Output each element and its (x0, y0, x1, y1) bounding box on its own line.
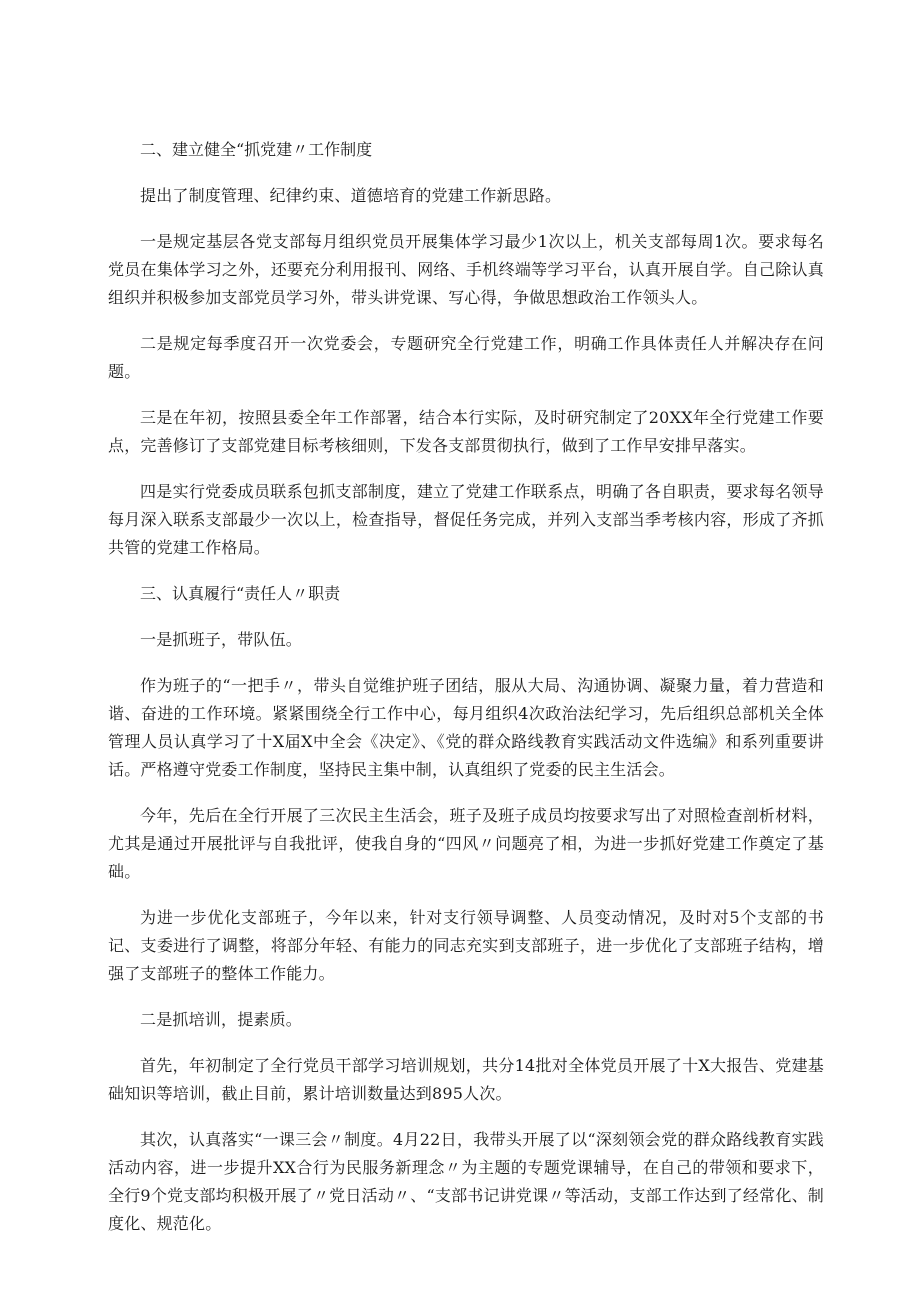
paragraph: 为进一步优化支部班子，今年以来，针对支行领导调整、人员变动情况，及时对5个支部的书记、支委进行了调整，将部分年轻、有能力的同志充实到支部班子，进一步优化了支部班子结构，增强了支部班子的整体工作能力。 (108, 908, 824, 983)
paragraph: 一是抓班子，带队伍。 (140, 630, 303, 649)
paragraph: 二是抓培训，提素质。 (140, 1010, 303, 1029)
paragraph: 作为班子的“一把手〃，带头自觉维护班子团结，服从大局、沟通协调、凝聚力量，着力营造和谐、奋进的工作环境。紧紧围绕全行工作中心，每月组织4次政治法纪学习，先后组织总部机关全体管理人员认真学习了十X届X中全会《决定》、《党的群众路线教育实践活动文件选编》和系列重要讲话。严格遵守党委工作制度，坚持民主集中制，认真组织了党委的民主生活会。 (108, 676, 824, 779)
section-heading-3: 三、认真履行“责任人〃职责 (140, 584, 341, 603)
paragraph: 三是在年初，按照县委全年工作部署，结合本行实际，及时研究制定了20XX年全行党建工作要点，完善修订了支部党建目标考核细则，下发各支部贯彻执行，做到了工作早安排早落实。 (108, 408, 824, 455)
paragraph: 提出了制度管理、纪律约束、道德培育的党建工作新思路。 (140, 186, 562, 205)
paragraph: 二是规定每季度召开一次党委会，专题研究全行党建工作，明确工作具体责任人并解决存在问题。 (108, 334, 824, 381)
paragraph: 一是规定基层各党支部每月组织党员开展集体学习最少1次以上，机关支部每周1次。要求每名党员在集体学习之外，还要充分利用报刊、网络、手机终端等学习平台，认真开展自学。自己除认真组织并积极参加支部党员学习外，带头讲党课、写心得，争做思想政治工作领头人。 (108, 232, 824, 307)
paragraph: 今年，先后在全行开展了三次民主生活会，班子及班子成员均按要求写出了对照检查剖析材料，尤其是通过开展批评与自我批评，使我自身的“四风〃问题亮了相，为进一步抓好党建工作奠定了基础。 (108, 806, 824, 881)
paragraph: 其次，认真落实“一课三会〃制度。4月22日，我带头开展了以“深刻领会党的群众路线教育实践活动内容，进一步提升XX合行为民服务新理念〃为主题的专题党课辅导，在自己的带领和要求下，全行9个党支部均积极开展了〃党日活动〃、“支部书记讲党课〃等活动，支部工作达到了经常化、制度化、规范化。 (108, 1130, 824, 1233)
section-heading-2: 二、建立健全“抓党建〃工作制度 (140, 140, 373, 159)
document-page (108, 136, 824, 1256)
paragraph: 四是实行党委成员联系包抓支部制度，建立了党建工作联系点，明确了各自职责，要求每名领导每月深入联系支部最少一次以上，检查指导，督促任务完成，并列入支部当季考核内容，形成了齐抓共管的党建工作格局。 (108, 482, 824, 557)
paragraph: 首先，年初制定了全行党员干部学习培训规划，共分14批对全体党员开展了十X大报告、党建基础知识等培训，截止目前，累计培训数量达到895人次。 (108, 1056, 824, 1103)
